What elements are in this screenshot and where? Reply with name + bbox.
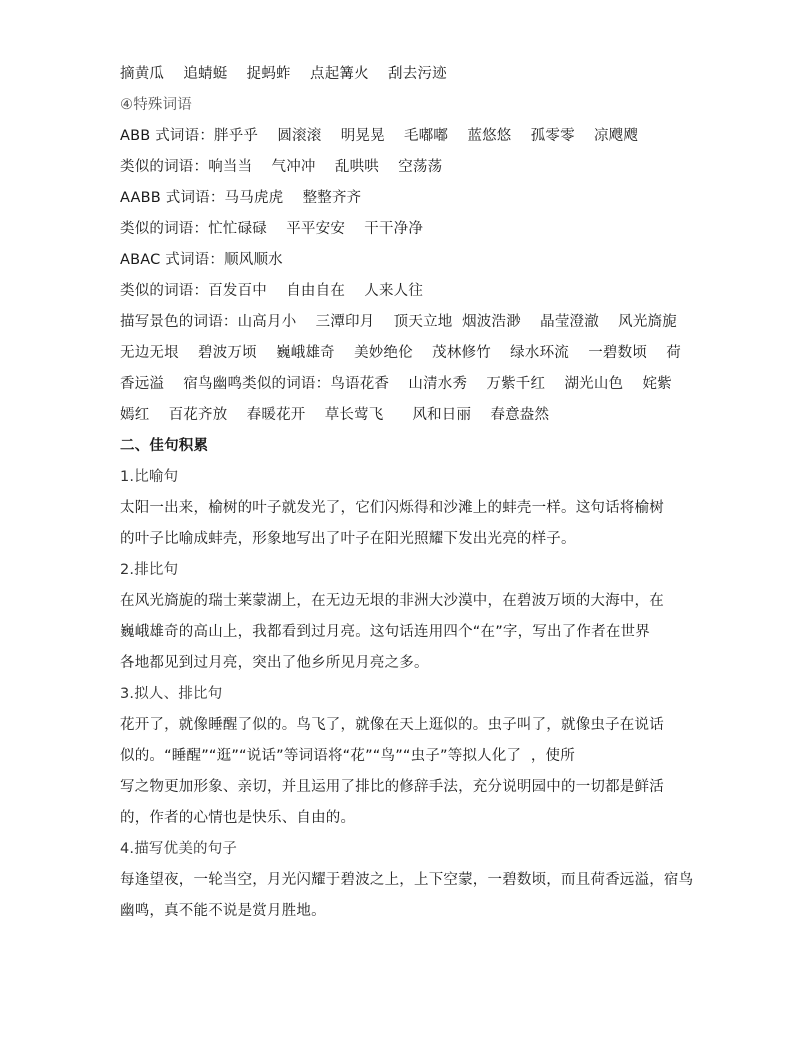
word-list-line: 类似的词语：忙忙碌碌 平平安安 干干净净: [120, 221, 424, 237]
paragraph-line: 太阳一出来，榆树的叶子就发光了，它们闪烁得和沙滩上的蚌壳一样。这句话将榆树: [120, 500, 664, 516]
document-page: [120, 59, 694, 927]
word-list-line: ABAC 式词语：顺风顺水: [120, 252, 283, 268]
word-list-line: AABB 式词语：马马虎虎 整整齐齐: [120, 190, 362, 206]
subsection-title: 2.排比句: [120, 562, 179, 578]
subsection-title: 1.比喻句: [120, 469, 179, 485]
paragraph-line: 似的。“睡醒”“逛”“说话”等词语将“花”“鸟”“虫子”等拟人化了 ，使所: [120, 748, 575, 764]
word-list-line: 香远溢 宿鸟幽鸣类似的词语：鸟语花香 山清水秀 万紫千红 湖光山色 姹紫: [120, 376, 672, 392]
word-list-line: ABB 式词语：胖乎乎 圆滚滚 明晃晃 毛嘟嘟 蓝悠悠 孤零零 凉飕飕: [120, 128, 639, 144]
paragraph-line: 在风光旖旎的瑞士莱蒙湖上，在无边无垠的非洲大沙漠中，在碧波万顷的大海中，在: [120, 593, 664, 609]
paragraph-line: 写之物更加形象、亲切，并且运用了排比的修辞手法，充分说明园中的一切都是鲜活: [120, 779, 664, 795]
section-subtitle: ④特殊词语: [120, 97, 192, 113]
word-list-line: 嫣红 百花齐放 春暖花开 草长莺飞 风和日丽 春意盎然: [120, 407, 550, 423]
word-list-line: 类似的词语：百发百中 自由自在 人来人往: [120, 283, 424, 299]
word-list-line: 摘黄瓜 追蜻蜓 捉蚂蚱 点起篝火 刮去污迹: [120, 66, 447, 82]
subsection-title: 4.描写优美的句子: [120, 841, 238, 857]
paragraph-line: 的，作者的心情也是快乐、自由的。: [120, 810, 356, 826]
paragraph-line: 各地都见到过月亮，突出了他乡所见月亮之多。: [120, 655, 429, 671]
paragraph-line: 巍峨雄奇的高山上，我都看到过月亮。这句话连用四个“在”字，写出了作者在世界: [120, 624, 650, 640]
word-list-line: 无边无垠 碧波万顷 巍峨雄奇 美妙绝伦 茂林修竹 绿水环流 一碧数顷 荷: [120, 345, 681, 361]
word-list-line: 类似的词语：响当当 气冲冲 乱哄哄 空荡荡: [120, 159, 443, 175]
paragraph-line: 花开了，就像睡醒了似的。鸟飞了，就像在天上逛似的。虫子叫了，就像虫子在说话: [120, 717, 664, 733]
subsection-title: 3.拟人、排比句: [120, 686, 223, 702]
section-heading: 二、佳句积累: [120, 438, 209, 454]
paragraph-line: 的叶子比喻成蚌壳，形象地写出了叶子在阳光照耀下发出光亮的样子。: [120, 531, 576, 547]
word-list-line: 描写景色的词语：山高月小 三潭印月 顶天立地 烟波浩渺 晶莹澄澈 风光旖旎: [120, 314, 677, 330]
paragraph-line: 每逢望夜，一轮当空，月光闪耀于碧波之上，上下空蒙，一碧数顷，而且荷香远溢，宿鸟: [120, 872, 694, 888]
paragraph-line: 幽鸣，真不能不说是赏月胜地。: [120, 903, 326, 919]
